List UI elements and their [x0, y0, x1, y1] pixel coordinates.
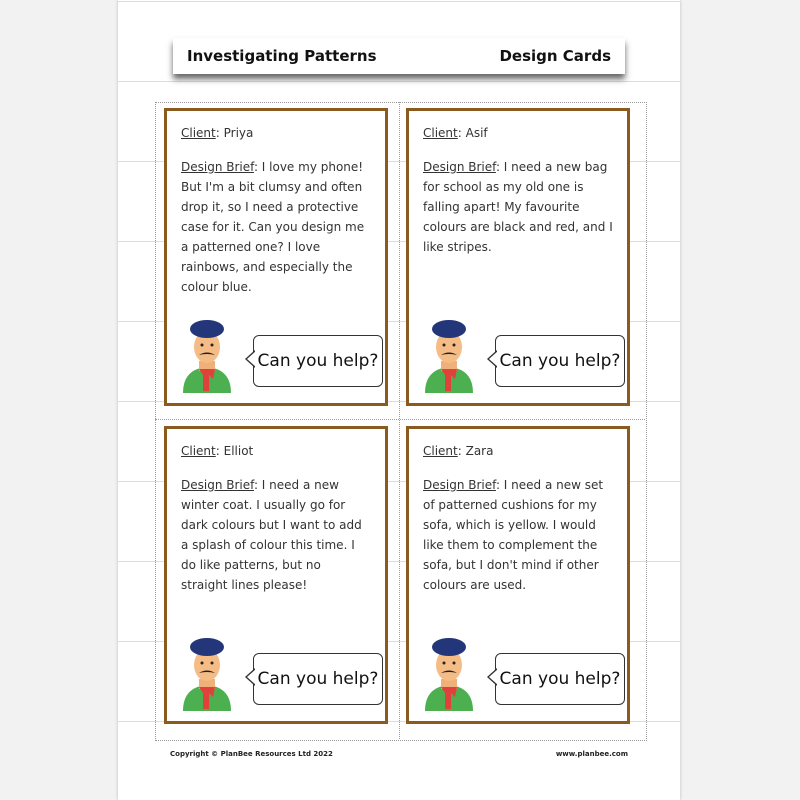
client-name: Priya: [223, 126, 254, 140]
brief-text: I need a new bag for school as my old one is falling apart! My favourite colours are black and red, and I like stripes.: [423, 160, 613, 254]
speech-bubble: Can you help?: [495, 335, 625, 387]
page-title: Investigating Patterns: [187, 47, 377, 65]
client-line: Client: Asif: [423, 126, 488, 140]
client-name: Elliot: [223, 444, 254, 458]
client-line: Client: Zara: [423, 444, 494, 458]
client-character-icon: [179, 631, 235, 711]
design-brief: Design Brief: I need a new set of patterned cushions for my sofa, which is yellow. I would like them to complement the sofa, but I don't mind if other colours are used.: [423, 478, 604, 592]
client-line: Client: Elliot: [181, 444, 254, 458]
design-brief: Design Brief: I love my phone! But I'm a bit clumsy and often drop it, so I need a protective case for it. Can you design me a patterned one? I love rainbows, and especially the colour blue.: [181, 160, 365, 294]
design-card: [406, 108, 630, 406]
client-character-icon: [421, 631, 477, 711]
brief-label: Design Brief: [181, 160, 254, 174]
client-character-icon: [179, 313, 235, 393]
client-line: Client: Priya: [181, 126, 254, 140]
page-header: [173, 38, 625, 74]
brief-text: I need a new winter coat. I usually go for dark colours but I want to add a splash of colour this time. I do like patterns, but no straight lines please!: [181, 478, 362, 592]
client-label: Client: [181, 444, 216, 458]
design-brief: Design Brief: I need a new bag for school as my old one is falling apart! My favourite colours are black and red, and I like stripes.: [423, 160, 613, 254]
client-label: Client: [181, 126, 216, 140]
copyright: Copyright © PlanBee Resources Ltd 2022: [170, 750, 333, 758]
speech-bubble: Can you help?: [253, 653, 383, 705]
design-brief: Design Brief: I need a new winter coat. I usually go for dark colours but I want to add a splash of colour this time. I do like patterns, but no straight lines please!: [181, 478, 362, 592]
design-card: [164, 426, 388, 724]
client-character-icon: [421, 313, 477, 393]
brief-text: I love my phone! But I'm a bit clumsy and often drop it, so I need a protective case for it. Can you design me a patterned one? I love rainbows, and especially the colour blue.: [181, 160, 365, 294]
brief-label: Design Brief: [423, 478, 496, 492]
page-subtitle: Design Cards: [499, 47, 611, 65]
design-card: [164, 108, 388, 406]
brief-label: Design Brief: [423, 160, 496, 174]
client-name: Zara: [465, 444, 494, 458]
client-label: Client: [423, 444, 458, 458]
brief-label: Design Brief: [181, 478, 254, 492]
website: www.planbee.com: [555, 750, 628, 758]
design-card: [406, 426, 630, 724]
brief-text: I need a new set of patterned cushions for my sofa, which is yellow. I would like them to complement the sofa, but I don't mind if other colours are used.: [423, 478, 604, 592]
speech-bubble: Can you help?: [495, 653, 625, 705]
cut-line-horizontal: [155, 419, 645, 420]
client-name: Asif: [465, 126, 488, 140]
cut-line-vertical: [399, 102, 400, 739]
client-label: Client: [423, 126, 458, 140]
speech-bubble: Can you help?: [253, 335, 383, 387]
